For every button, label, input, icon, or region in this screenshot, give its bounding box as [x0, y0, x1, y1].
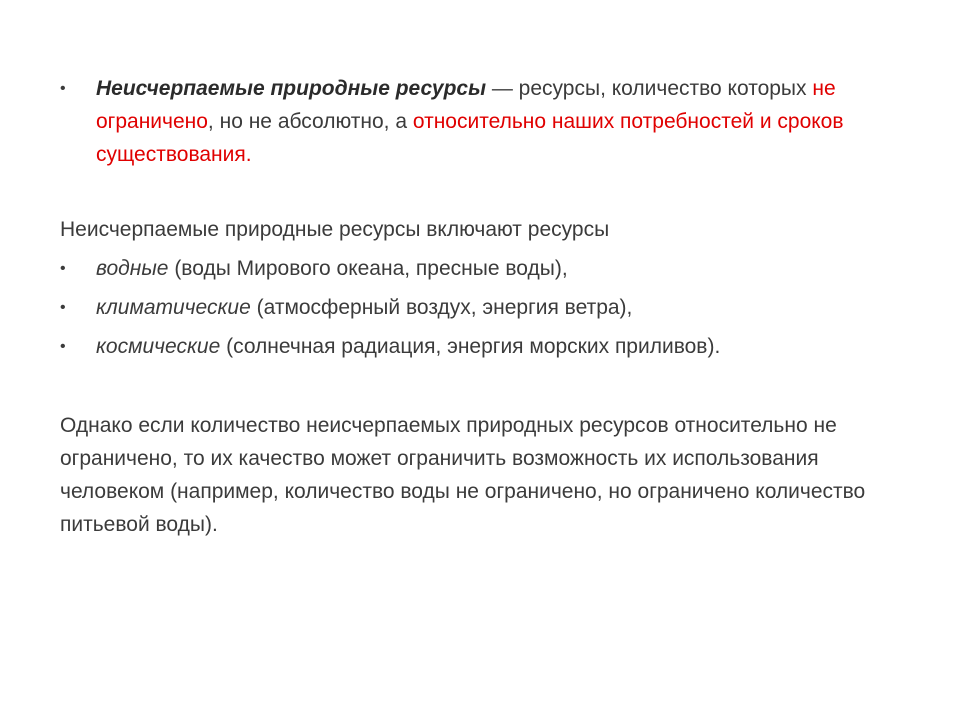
definition-red-phrase-2: относительно наших потребностей и сроков существования. — [96, 110, 844, 166]
includes-block — [60, 213, 920, 363]
definition-dash-text: — ресурсы, количество которых — [486, 77, 813, 100]
list-item-term: климатические — [96, 296, 251, 319]
includes-heading: Неисчерпаемые природные ресурсы включают ресурсы — [60, 218, 610, 241]
note-block — [60, 409, 920, 541]
definition-mid-text: , но не абсолютно, а — [207, 110, 413, 133]
bullet-icon: • — [60, 338, 66, 355]
list-item-detail: (атмосферный воздух, энергия ветра), — [250, 296, 633, 319]
bullet-icon: • — [60, 80, 66, 97]
definition-red-phrase-1: не ограничено — [96, 77, 836, 133]
definition-block — [60, 72, 920, 171]
list-item — [60, 291, 920, 324]
list-item-term: космические — [96, 335, 221, 358]
list-item-term: водные — [96, 257, 169, 280]
definition-term: Неисчерпаемые природные ресурсы — [96, 77, 487, 100]
bullet-icon: • — [60, 299, 66, 316]
definition-bullet-row — [60, 72, 920, 171]
list-item — [60, 330, 920, 363]
list-item-detail: (воды Мирового океана, пресные воды), — [168, 257, 568, 280]
list-item-detail: (солнечная радиация, энергия морских приливов). — [220, 335, 721, 358]
note-paragraph: Однако если количество неисчерпаемых природных ресурсов относительно не ограничено, то их качество может ограничить возможность их использования человеком (например, количество воды не ограничено, но ограничено количество питьевой воды). — [60, 414, 866, 536]
bullet-icon: • — [60, 260, 66, 277]
list-item — [60, 252, 920, 285]
